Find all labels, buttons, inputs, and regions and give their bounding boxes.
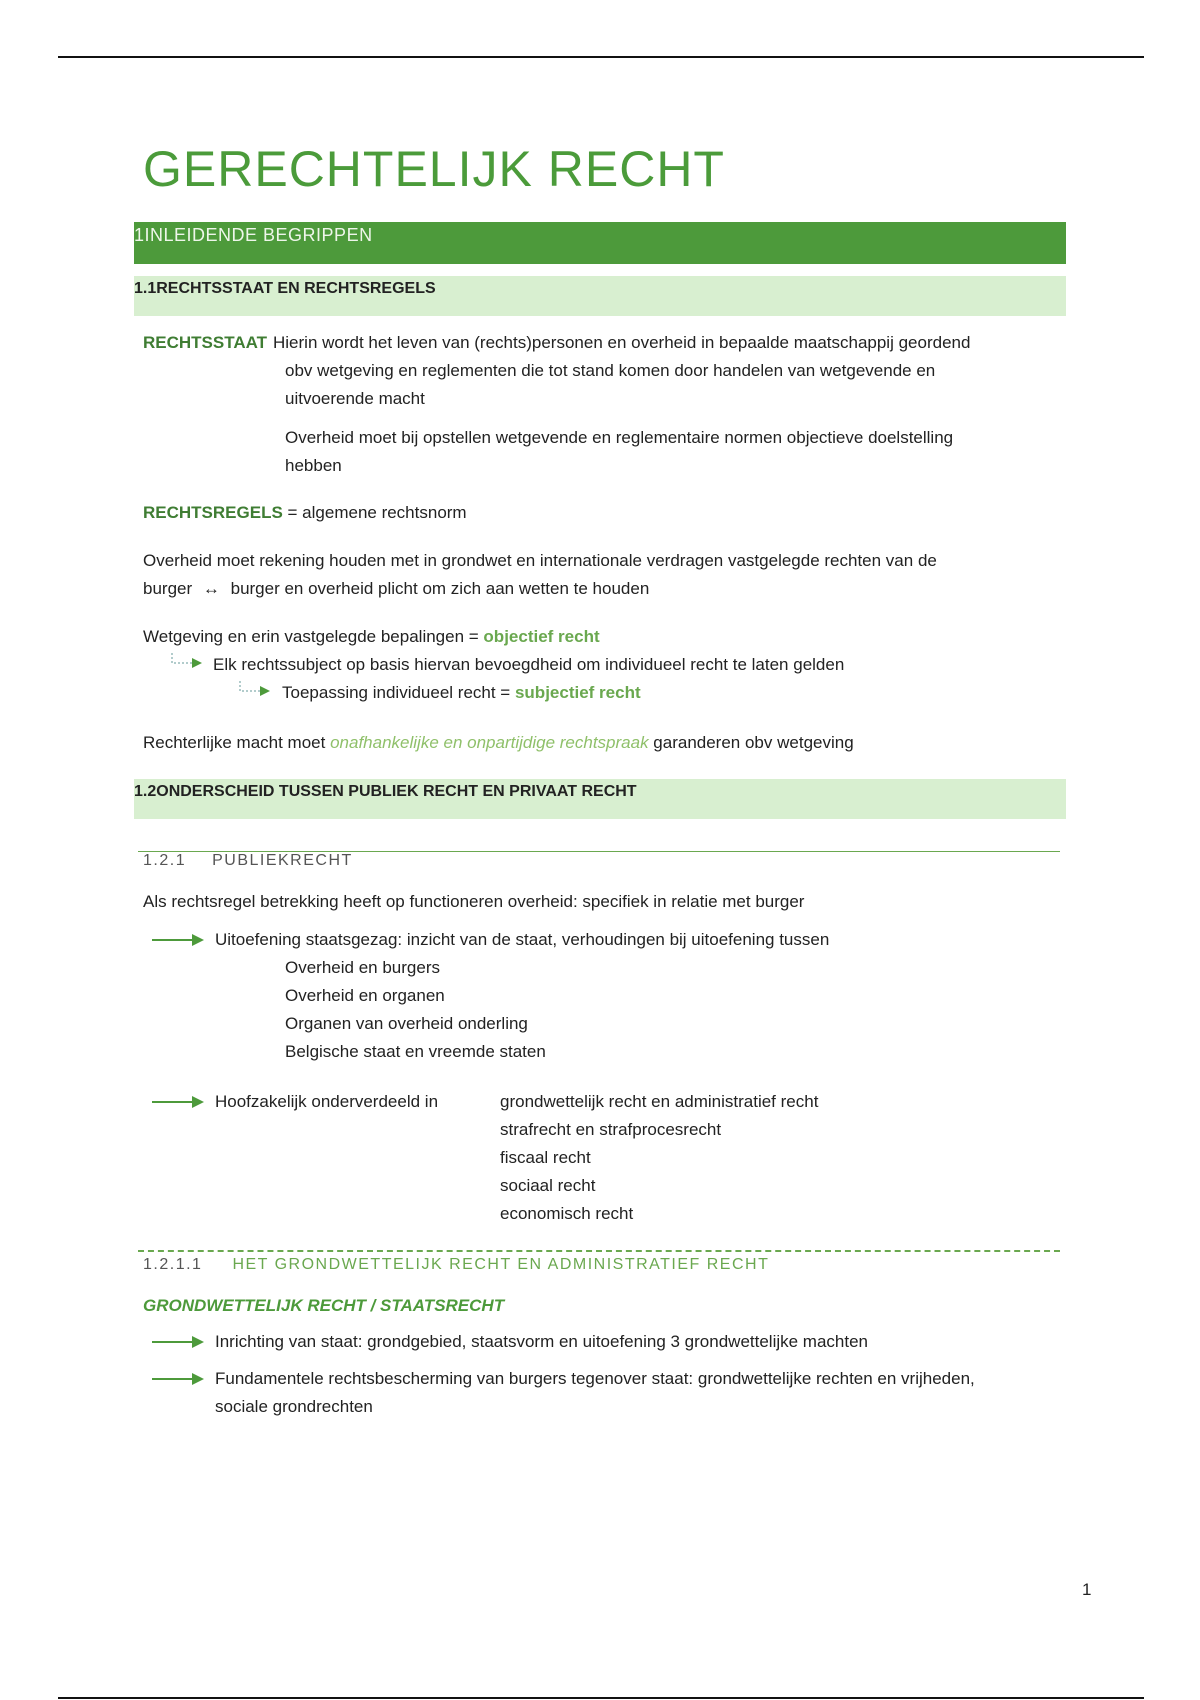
list-item: Overheid en burgers bbox=[285, 958, 440, 977]
heading-1-2-text: 1.2ONDERSCHEID TUSSEN PUBLIEK RECHT EN PRIVAAT RECHT bbox=[134, 783, 637, 800]
grondwet-b2-line2: sociale grondrechten bbox=[215, 1397, 373, 1416]
grondwet-heading: GRONDWETTELIJK RECHT / STAATSRECHT bbox=[143, 1296, 505, 1315]
heading-1-1-bar bbox=[134, 276, 1066, 316]
wetgeving-sub1: Elk rechtssubject op basis hiervan bevoegdheid om individueel recht te laten gelden bbox=[213, 655, 845, 674]
heading-1-text: 1INLEIDENDE BEGRIPPEN bbox=[134, 225, 373, 245]
list-item: sociaal recht bbox=[500, 1176, 596, 1195]
list-item: Overheid en organen bbox=[285, 986, 445, 1005]
heading-1-1-text: 1.1RECHTSSTAAT EN RECHTSREGELS bbox=[134, 280, 436, 297]
grondwet-b2-line1: Fundamentele rechtsbescherming van burgers tegenover staat: grondwettelijke rechten en vrijheden, bbox=[215, 1369, 975, 1388]
arrow-right-icon bbox=[152, 1332, 206, 1352]
overheid-line1: Overheid moet rekening houden met in grondwet en internationale verdragen vastgelegde rechten van de bbox=[143, 551, 937, 570]
list-item: Organen van overheid onderling bbox=[285, 1014, 528, 1033]
double-arrow-icon: ↔ bbox=[202, 579, 220, 598]
elbow-arrow-icon bbox=[170, 651, 206, 673]
list-item: fiscaal recht bbox=[500, 1148, 591, 1167]
publiek-a1: Uitoefening staatsgezag: inzicht van de staat, verhoudingen bij uitoefening tussen bbox=[215, 930, 830, 949]
rechtsstaat-line2: obv wetgeving en reglementen die tot stand komen door handelen van wetgevende en bbox=[285, 361, 936, 380]
grondwet-b1: Inrichting van staat: grondgebied, staatsvorm en uitoefening 3 grondwettelijke machten bbox=[215, 1332, 869, 1351]
heading-1-2-1-1: 1.2.1.1 HET GRONDWETTELIJK RECHT EN ADMINISTRATIEF RECHT bbox=[143, 1256, 770, 1273]
rechtsregels-def: = algemene rechtsnorm bbox=[287, 503, 467, 522]
top-rule bbox=[58, 56, 1144, 58]
rechterlijk-line: Rechterlijke macht moet onafhankelijke en onpartijdige rechtspraak garanderen obv wetgeving bbox=[143, 733, 854, 752]
wetgeving-sub2: Toepassing individueel recht = subjectief recht bbox=[282, 683, 641, 702]
page-number: 1 bbox=[1082, 1580, 1092, 1599]
arrow-right-icon bbox=[152, 1092, 206, 1112]
rechtsstaat-line5: hebben bbox=[285, 456, 342, 475]
objectief-recht-term: objectief recht bbox=[483, 627, 600, 646]
heading-1-bar bbox=[134, 222, 1066, 264]
publiek-a2: Hoofzakelijk onderverdeeld in bbox=[215, 1092, 439, 1111]
rechtsstaat-line1: Hierin wordt het leven van (rechts)personen en overheid in bepaalde maatschappij geordend bbox=[273, 333, 971, 352]
heading-1-2-1: 1.2.1 PUBLIEKRECHT bbox=[143, 852, 353, 869]
heading-1-2-1-1-rule bbox=[138, 1250, 1060, 1252]
rechtsstaat-line3: uitvoerende macht bbox=[285, 389, 425, 408]
rechtsstaat-line4: Overheid moet bij opstellen wetgevende en reglementaire normen objectieve doelstelling bbox=[285, 428, 954, 447]
list-item: grondwettelijk recht en administratief recht bbox=[500, 1092, 819, 1111]
rechtsstaat-term: RECHTSSTAAT bbox=[143, 333, 268, 352]
elbow-arrow-icon bbox=[238, 679, 274, 701]
subjectief-recht-term: subjectief recht bbox=[514, 683, 641, 702]
rechtspraak-term: onafhankelijke en onpartijdige rechtspraak bbox=[330, 733, 649, 752]
page-title: GERECHTELIJK RECHT bbox=[143, 141, 725, 197]
heading-1-2-bar bbox=[134, 779, 1066, 819]
list-item: Belgische staat en vreemde staten bbox=[285, 1042, 546, 1061]
list-item: strafrecht en strafprocesrecht bbox=[500, 1120, 722, 1139]
rechtsregels-line bbox=[143, 499, 467, 527]
list-item: economisch recht bbox=[500, 1204, 634, 1223]
arrow-right-icon bbox=[152, 930, 206, 950]
overheid-line2: burger ↔ burger en overheid plicht om zich aan wetten te houden bbox=[143, 579, 650, 598]
wetgeving-line: Wetgeving en erin vastgelegde bepalingen = objectief recht bbox=[143, 627, 600, 646]
rechtsregels-term: RECHTSREGELS bbox=[143, 503, 283, 522]
bottom-rule bbox=[58, 1697, 1144, 1699]
arrow-right-icon bbox=[152, 1369, 206, 1389]
publiek-intro: Als rechtsregel betrekking heeft op functioneren overheid: specifiek in relatie met burger bbox=[143, 892, 805, 911]
